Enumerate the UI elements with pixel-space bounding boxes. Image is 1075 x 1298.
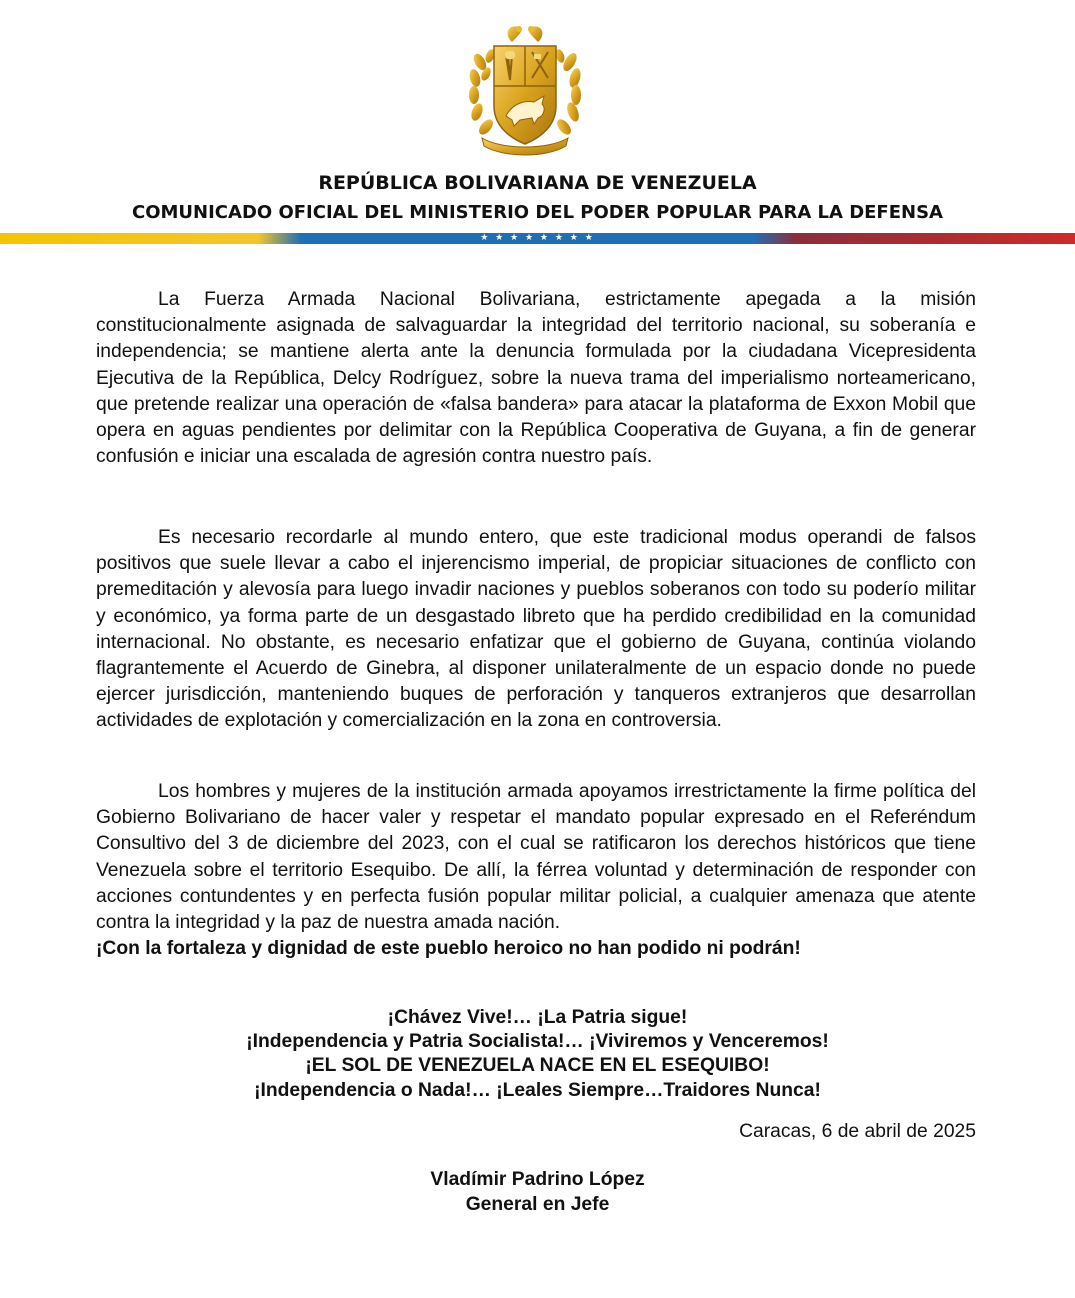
paragraph-2-text: Es necesario recordarle al mundo entero, que este tradicional modus operandi de falsos positivos que suele llevar a cabo el injerencismo imperial, de propiciar situaciones de conflicto con premeditación y alevosía para luego invadir naciones y pueblos soberanos con todo su poderío militar y económico, ya forma parte de un desgastado libreto que ha perdido credibilidad en la comunidad internacional. No obstante, es necesario enfatizar que el gobierno de Guyana, continúa violando flagrantemente el Acuerdo de Ginebra, al disponer unilateralmente de un espacio donde no puede ejercer jurisdicción, manteniendo buques de perforación y tanqueros extranjeros que desarrollan actividades de explotación y comercialización en la zona en controversia. xyxy=(96,527,976,732)
date-line: Caracas, 6 de abril de 2025 xyxy=(739,1121,976,1142)
slogan-line: ¡EL SOL DE VENEZUELA NACE EN EL ESEQUIBO! xyxy=(305,1055,770,1077)
venezuela-coat-of-arms-icon xyxy=(462,20,588,160)
closing-statement: ¡Con la fortaleza y dignidad de este pueblo heroico no han podido ni podrán! xyxy=(96,938,801,960)
paragraph-3 xyxy=(96,779,976,962)
flag-stars: ★ ★ ★ ★ ★ ★ ★ ★ xyxy=(480,233,595,243)
signatory-name: Vladímir Padrino López xyxy=(430,1169,645,1190)
paragraph-1-text: La Fuerza Armada Nacional Bolivariana, estrictamente apegada a la misión constitucionalmente asignada de salvaguardar la integridad del territorio nacional, su soberanía e independencia; se mantiene alerta ante la denuncia formulada por la ciudadana Vicepresidenta Ejecutiva de la República, Delcy Rodríguez, sobre la nueva trama del imperialismo norteamericano, que pretende realizar una operación de «falsa bandera» para atacar la plataforma de Exxon Mobil que opera en aguas pendientes por delimitar con la República Cooperativa de Guyana, a fin de generar confusión e iniciar una escalada de agresión contra nuestro país. xyxy=(96,289,976,468)
paragraph-3-text: Los hombres y mujeres de la institución armada apoyamos irrestrictamente la firme política del Gobierno Bolivariano de hacer valer y respetar el mandato popular expresado en el Referéndum Consultivo del 3 de diciembre del 2023, con el cual se ratificaron los derechos históricos que tiene Venezuela sobre el territorio Esequibo. De allí, la férrea voluntad y determinación de responder con acciones contundentes y en perfecta fusión popular militar policial, a cualquier amenaza que atente contra la integridad y la paz de nuestra amada nación. xyxy=(96,781,976,934)
slogan-line: ¡Independencia y Patria Socialista!… ¡Viviremos y Venceremos! xyxy=(246,1031,829,1053)
paragraph-2 xyxy=(96,525,976,735)
slogans-block xyxy=(0,1006,1075,1103)
signature-block xyxy=(0,1167,1075,1217)
paragraph-1 xyxy=(96,287,976,470)
slogan-line: ¡Chávez Vive!… ¡La Patria sigue! xyxy=(387,1007,688,1028)
header-subtitle: COMUNICADO OFICIAL DEL MINISTERIO DEL PODER POPULAR PARA LA DEFENSA xyxy=(132,202,943,223)
header-title: REPÚBLICA BOLIVARIANA DE VENEZUELA xyxy=(318,172,757,194)
slogan-line: ¡Independencia o Nada!… ¡Leales Siempre…Traidores Nunca! xyxy=(254,1079,821,1101)
signatory-title: General en Jefe xyxy=(465,1194,610,1215)
